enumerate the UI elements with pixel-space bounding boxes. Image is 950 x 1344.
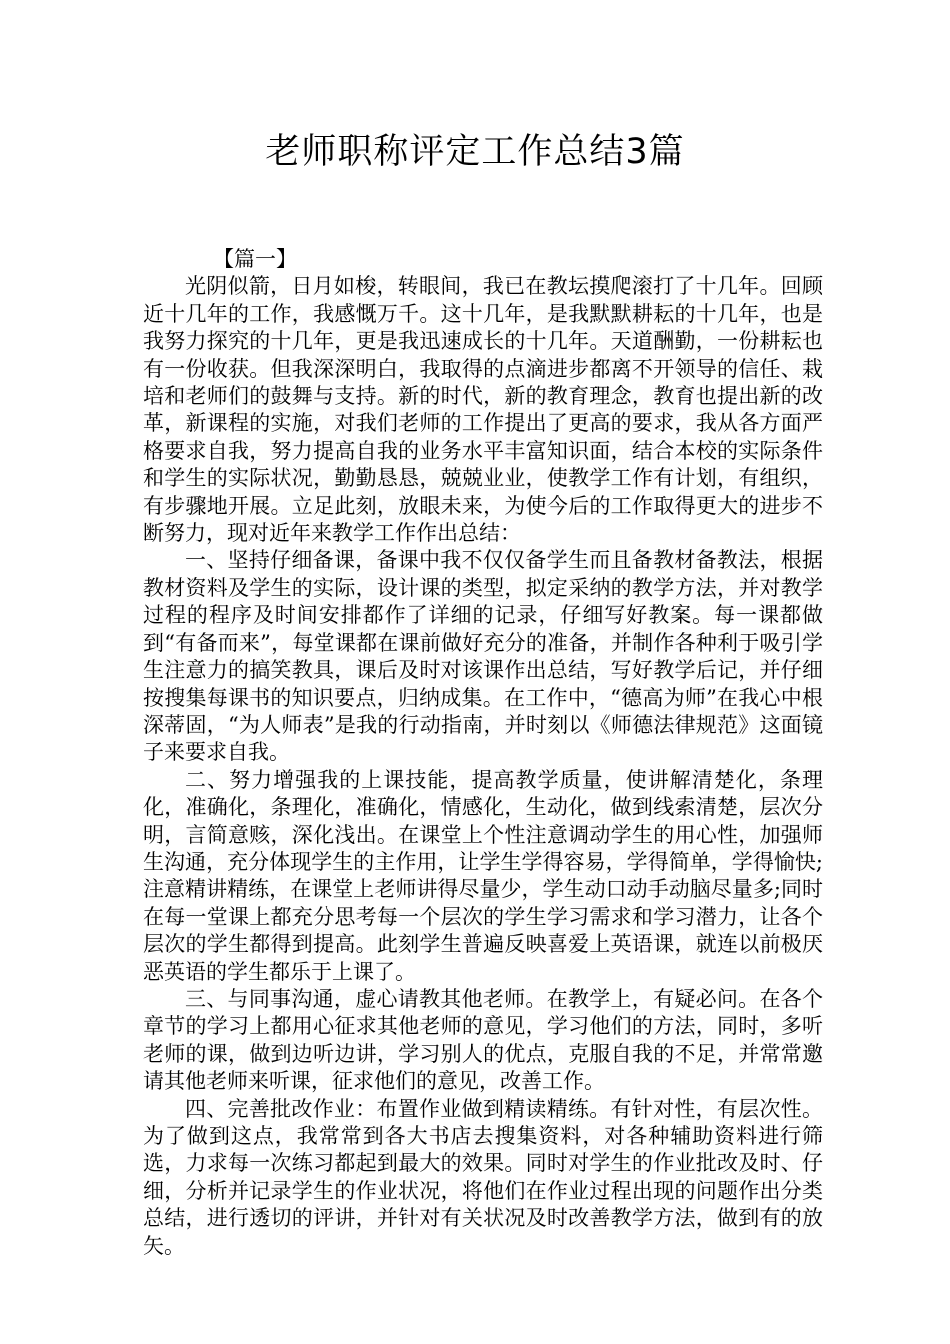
document-body [143, 246, 823, 1260]
page-title: 老师职称评定工作总结3篇 [265, 132, 685, 172]
section-label: 【篇一】 [213, 247, 297, 271]
paragraph-teaching-skills: 二、努力增强我的上课技能，提高教学质量，使讲解清楚化，条理化，准确化，条理化，准确化，情感化，生动化，做到线索清楚，层次分明，言简意赅，深化浅出。在课堂上个性注意调动学生的用心性，加强师生沟通，充分体现学生的主作用，让学生学得容易，学得简单，学得愉快;注意精讲精练，在课堂上老师讲得尽量少，学生动口动手动脑尽量多;同时在每一堂课上都充分思考每一个层次的学生学习需求和学习潜力，让各个层次的学生都得到提高。此刻学生普遍反映喜爱上英语课，就连以前极厌恶英语的学生都乐于上课了。 [143, 767, 823, 984]
paragraph-intro: 光阴似箭，日月如梭，转眼间，我已在教坛摸爬滚打了十几年。回顾近十几年的工作，我感慨万千。这十几年，是我默默耕耘的十几年，也是我努力探究的十几年，更是我迅速成长的十几年。天道酬勤，一份耕耘也有一份收获。但我深深明白，我取得的点滴进步都离不开领导的信任、栽培和老师们的鼓舞与支持。新的时代，新的教育理念，教育也提出新的改革，新课程的实施，对我们老师的工作提出了更高的要求，我从各方面严格要求自我，努力提高自我的业务水平丰富知识面，结合本校的实际条件和学生的实际状况，勤勤恳恳，兢兢业业，使教学工作有计划，有组织，有步骤地开展。立足此刻，放眼未来，为使今后的工作取得更大的进步不断努力，现对近年来教学工作作出总结： [143, 274, 823, 546]
paragraph-homework-correction: 四、完善批改作业：布置作业做到精读精练。有针对性，有层次性。为了做到这点，我常常到各大书店去搜集资料，对各种辅助资料进行筛选，力求每一次练习都起到最大的效果。同时对学生的作业批改及时、仔细，分析并记录学生的作业状况，将他们在作业过程出现的问题作出分类总结，进行透切的评讲，并针对有关状况及时改善教学方法，做到有的放矢。 [143, 1096, 823, 1258]
paragraph-lesson-preparation: 一、坚持仔细备课，备课中我不仅仅备学生而且备教材备教法，根据教材资料及学生的实际，设计课的类型，拟定采纳的教学方法，并对教学过程的程序及时间安排都作了详细的记录，仔细写好教案。每一课都做到“有备而来”，每堂课都在课前做好充分的准备，并制作各种利于吸引学生注意力的搞笑教具，课后及时对该课作出总结，写好教学后记，并仔细按搜集每课书的知识要点，归纳成集。在工作中，“德高为师”在我心中根深蒂固，“为人师表”是我的行动指南，并时刻以《师德法律规范》这面镜子来要求自我。 [143, 548, 823, 765]
paragraph-colleague-communication: 三、与同事沟通，虚心请教其他老师。在教学上，有疑必问。在各个章节的学习上都用心征求其他老师的意见，学习他们的方法，同时，多听老师的课，做到边听边讲，学习别人的优点，克服自我的不足，并常常邀请其他老师来听课，征求他们的意见，改善工作。 [143, 986, 823, 1094]
